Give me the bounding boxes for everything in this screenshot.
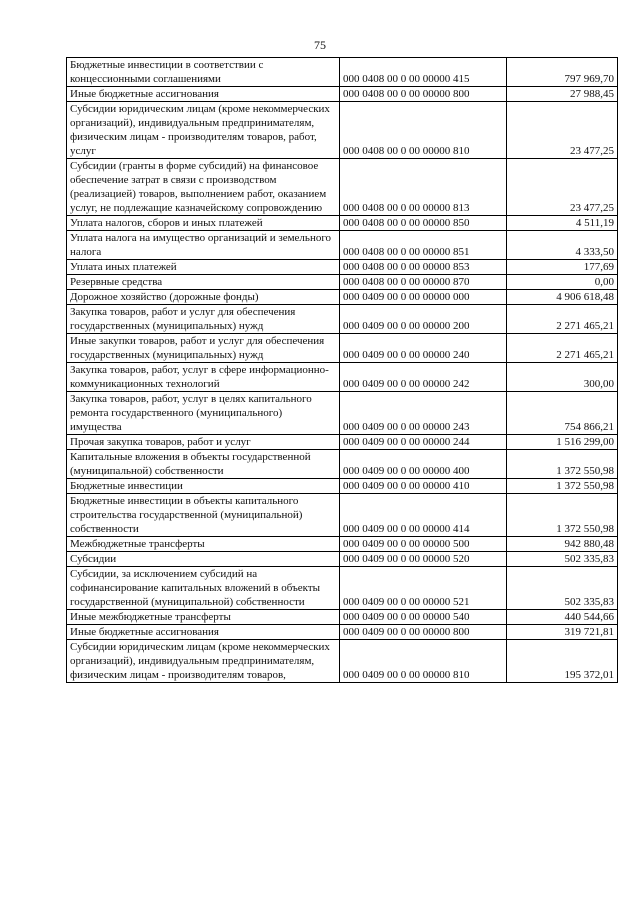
- row-name-cell: Субсидии: [67, 552, 340, 567]
- row-amount-cell: 797 969,70: [507, 58, 618, 87]
- row-code-cell: 000 0408 00 0 00 00000 853: [340, 260, 507, 275]
- row-amount-cell: 319 721,81: [507, 625, 618, 640]
- table-row: [67, 640, 618, 683]
- row-name-cell: Закупка товаров, работ, услуг в целях капитального ремонта государственного (муниципального) имущества: [67, 392, 340, 435]
- table-row: [67, 610, 618, 625]
- row-code-cell: 000 0408 00 0 00 00000 851: [340, 231, 507, 260]
- table-row: [67, 363, 618, 392]
- table-row: [67, 567, 618, 610]
- row-amount-cell: 23 477,25: [507, 102, 618, 159]
- table-row: [67, 334, 618, 363]
- row-name-cell: Субсидии, за исключением субсидий на софинансирование капитальных вложений в объекты государственной (муниципальной) собственности: [67, 567, 340, 610]
- table-row: [67, 260, 618, 275]
- row-code-cell: 000 0409 00 0 00 00000 520: [340, 552, 507, 567]
- row-amount-cell: 23 477,25: [507, 159, 618, 216]
- row-code-cell: 000 0409 00 0 00 00000 242: [340, 363, 507, 392]
- row-amount-cell: 4 511,19: [507, 216, 618, 231]
- row-name-cell: Межбюджетные трансферты: [67, 537, 340, 552]
- row-name-cell: Капитальные вложения в объекты государственной (муниципальной) собственности: [67, 450, 340, 479]
- row-code-cell: 000 0409 00 0 00 00000 540: [340, 610, 507, 625]
- row-amount-cell: 2 271 465,21: [507, 305, 618, 334]
- row-name-cell: Иные бюджетные ассигнования: [67, 625, 340, 640]
- row-amount-cell: 502 335,83: [507, 567, 618, 610]
- row-amount-cell: 1 372 550,98: [507, 450, 618, 479]
- table-row: [67, 159, 618, 216]
- table-row: [67, 625, 618, 640]
- row-code-cell: 000 0409 00 0 00 00000 410: [340, 479, 507, 494]
- row-name-cell: Закупка товаров, работ, услуг в сфере информационно-коммуникационных технологий: [67, 363, 340, 392]
- table-row: [67, 87, 618, 102]
- row-code-cell: 000 0408 00 0 00 00000 850: [340, 216, 507, 231]
- table-row: [67, 58, 618, 87]
- budget-table-body: [67, 58, 618, 683]
- row-code-cell: 000 0409 00 0 00 00000 243: [340, 392, 507, 435]
- row-amount-cell: 0,00: [507, 275, 618, 290]
- row-amount-cell: 27 988,45: [507, 87, 618, 102]
- row-amount-cell: 195 372,01: [507, 640, 618, 683]
- row-amount-cell: 754 866,21: [507, 392, 618, 435]
- row-amount-cell: 177,69: [507, 260, 618, 275]
- row-name-cell: Резервные средства: [67, 275, 340, 290]
- row-name-cell: Субсидии (гранты в форме субсидий) на финансовое обеспечение затрат в связи с производством (реализацией) товаров, выполнением работ, оказанием услуг, не подлежащие казначейскому сопровождению: [67, 159, 340, 216]
- row-code-cell: 000 0409 00 0 00 00000 240: [340, 334, 507, 363]
- row-amount-cell: 4 906 618,48: [507, 290, 618, 305]
- row-name-cell: Уплата налога на имущество организаций и земельного налога: [67, 231, 340, 260]
- row-code-cell: 000 0409 00 0 00 00000 000: [340, 290, 507, 305]
- row-code-cell: 000 0409 00 0 00 00000 244: [340, 435, 507, 450]
- row-code-cell: 000 0409 00 0 00 00000 800: [340, 625, 507, 640]
- row-code-cell: 000 0408 00 0 00 00000 810: [340, 102, 507, 159]
- row-name-cell: Субсидии юридическим лицам (кроме некоммерческих организаций), индивидуальным предпринимателям, физическим лицам - производителям товаров, работ, услуг: [67, 102, 340, 159]
- row-amount-cell: 942 880,48: [507, 537, 618, 552]
- row-code-cell: 000 0409 00 0 00 00000 200: [340, 305, 507, 334]
- row-amount-cell: 502 335,83: [507, 552, 618, 567]
- table-row: [67, 102, 618, 159]
- row-name-cell: Дорожное хозяйство (дорожные фонды): [67, 290, 340, 305]
- row-name-cell: Бюджетные инвестиции: [67, 479, 340, 494]
- row-name-cell: Бюджетные инвестиции в объекты капитального строительства государственной (муниципальной) собственности: [67, 494, 340, 537]
- row-name-cell: Иные бюджетные ассигнования: [67, 87, 340, 102]
- row-code-cell: 000 0409 00 0 00 00000 500: [340, 537, 507, 552]
- row-amount-cell: 1 372 550,98: [507, 494, 618, 537]
- row-amount-cell: 4 333,50: [507, 231, 618, 260]
- table-row: [67, 392, 618, 435]
- row-name-cell: Прочая закупка товаров, работ и услуг: [67, 435, 340, 450]
- table-row: [67, 537, 618, 552]
- table-row: [67, 290, 618, 305]
- table-row: [67, 494, 618, 537]
- row-amount-cell: 1 372 550,98: [507, 479, 618, 494]
- row-name-cell: Бюджетные инвестиции в соответствии с концессионными соглашениями: [67, 58, 340, 87]
- page-number: 75: [314, 38, 326, 52]
- table-row: [67, 479, 618, 494]
- row-amount-cell: 2 271 465,21: [507, 334, 618, 363]
- table-row: [67, 275, 618, 290]
- row-code-cell: 000 0409 00 0 00 00000 400: [340, 450, 507, 479]
- row-code-cell: 000 0408 00 0 00 00000 800: [340, 87, 507, 102]
- table-row: [67, 450, 618, 479]
- row-code-cell: 000 0408 00 0 00 00000 870: [340, 275, 507, 290]
- table-row: [67, 552, 618, 567]
- row-amount-cell: 300,00: [507, 363, 618, 392]
- table-row: [67, 231, 618, 260]
- row-code-cell: 000 0409 00 0 00 00000 810: [340, 640, 507, 683]
- table-row: [67, 435, 618, 450]
- row-name-cell: Субсидии юридическим лицам (кроме некоммерческих организаций), индивидуальным предпринимателям, физическим лицам - производителям товаров,: [67, 640, 340, 683]
- row-amount-cell: 440 544,66: [507, 610, 618, 625]
- budget-table: [66, 57, 618, 683]
- row-name-cell: Иные межбюджетные трансферты: [67, 610, 340, 625]
- row-name-cell: Иные закупки товаров, работ и услуг для обеспечения государственных (муниципальных) нужд: [67, 334, 340, 363]
- table-row: [67, 216, 618, 231]
- row-code-cell: 000 0409 00 0 00 00000 414: [340, 494, 507, 537]
- row-amount-cell: 1 516 299,00: [507, 435, 618, 450]
- row-name-cell: Уплата налогов, сборов и иных платежей: [67, 216, 340, 231]
- row-code-cell: 000 0408 00 0 00 00000 813: [340, 159, 507, 216]
- row-code-cell: 000 0408 00 0 00 00000 415: [340, 58, 507, 87]
- row-name-cell: Закупка товаров, работ и услуг для обеспечения государственных (муниципальных) нужд: [67, 305, 340, 334]
- row-name-cell: Уплата иных платежей: [67, 260, 340, 275]
- table-row: [67, 305, 618, 334]
- row-code-cell: 000 0409 00 0 00 00000 521: [340, 567, 507, 610]
